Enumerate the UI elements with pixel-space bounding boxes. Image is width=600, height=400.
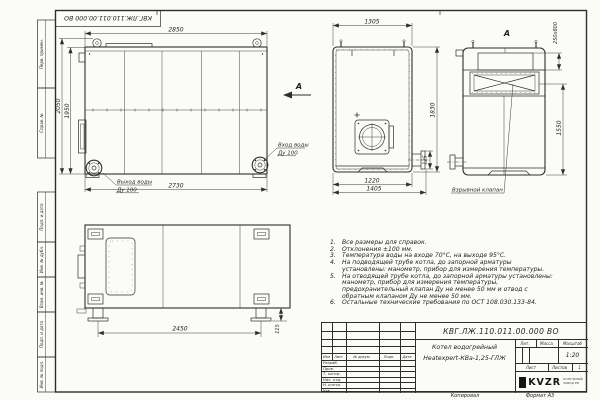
dim-125: 125 [422, 155, 429, 165]
dim-2730: 2730 [168, 182, 184, 190]
view-section-a [447, 22, 567, 194]
top-designation-stamp [56, 11, 161, 27]
margin-label-podp-data-1: Подп. и дата [39, 203, 44, 231]
product-name-line1: Котел водогрейный [432, 344, 497, 351]
dim-2450: 2450 [172, 325, 188, 333]
sheet-label: Лист [525, 364, 537, 370]
sign-row-nkontr: Н. контр. [323, 382, 342, 387]
mass-label: Масса [540, 340, 553, 346]
dim-1220: 1220 [364, 177, 380, 185]
col-data: Дата [402, 354, 412, 359]
note-line: 1. Все размеры для справок. [330, 239, 427, 246]
dim-250x800: 250x800 [553, 21, 559, 45]
product-name-line2: Heatexpert-КВа-1,25-ГЛЖ [423, 355, 506, 362]
col-podp: Подп. [383, 354, 395, 359]
sheets-value: 1 [578, 364, 581, 370]
margin-label-perv-primen: Перв. примен. [39, 38, 44, 70]
col-izm: Изм [322, 354, 331, 359]
front-dimensions [333, 19, 440, 196]
water-inlet-flange [252, 157, 268, 173]
inlet-dn-label: Ду 100 [278, 150, 298, 157]
logo-mark-icon [519, 377, 526, 388]
frame-margin-boxes [38, 20, 56, 392]
logo-text: KVZR [528, 376, 562, 388]
dim-2050: 2050 [55, 98, 62, 114]
side-dimensions [55, 27, 267, 193]
section-a-label: А [503, 29, 511, 38]
logo-subtitle-line1: КОТЕЛЬНЫЙ [563, 377, 583, 382]
plan-dimensions [98, 308, 287, 337]
explosion-valve-callout [451, 84, 513, 194]
sheets-label: Листов [552, 364, 567, 370]
section-pipe-stub [447, 155, 468, 169]
sign-row-utv: Утв. [323, 387, 331, 393]
note-line: 6. Остальные технические требования по ОСТ 108.030.133-84. [330, 299, 537, 307]
dim-1950: 1950 [64, 103, 71, 119]
doc-number: КВГ.ЛЖ.110.011.00.000 ВО [443, 326, 559, 336]
outlet-dn-label: Ду 100 [117, 187, 137, 194]
inlet-label: Вход воды [278, 142, 309, 149]
view-a-arrow [283, 82, 311, 99]
view-side [55, 27, 311, 194]
title-block [321, 322, 587, 392]
dim-2850: 2850 [168, 26, 184, 34]
stamp-number: КВГ.ЛЖ.110.011.00.000 ВО [64, 14, 152, 22]
sign-row-prov: Пров. [323, 365, 335, 371]
company-logo [515, 371, 588, 393]
technical-notes [330, 240, 558, 307]
note-line: 3. Температура воды на входе 70°С, на выходе 95°С. [330, 252, 507, 260]
outlet-label: Выход воды [117, 179, 153, 186]
section-dimensions [533, 22, 567, 175]
logo-subtitle-line2: ЗАВОД РФ [563, 381, 580, 385]
dim-1830: 1830 [429, 102, 437, 118]
format-label: Формат А3 [525, 392, 555, 399]
margin-label-inv-podl: Инв. № подл. [39, 360, 44, 389]
note-line: 4. На подводящей трубе котла, до запорной арматуры установлены: манометр, прибор для измерения температуры. [330, 259, 545, 273]
note-line: 2. Отклонения ±100 мм. [330, 245, 413, 253]
margin-label-inv-dubl: Инв. № дубл. [39, 245, 44, 274]
view-front [333, 19, 440, 196]
margin-label-vzam-inv: Взам. инв. № [39, 280, 44, 309]
outlet-callout [103, 173, 153, 194]
explosion-valve [470, 72, 539, 94]
margin-label-podp-data-2: Подп. и дата [39, 320, 44, 349]
view-a-arrow-label: А [295, 82, 303, 91]
plan-legs [77, 308, 271, 321]
dim-115: 115 [275, 324, 281, 334]
inlet-callout [263, 143, 309, 162]
col-list: Лист [334, 354, 343, 359]
explosion-valve-label: Взрывной клапан [452, 187, 503, 194]
scale-label: Масштаб [562, 340, 582, 346]
col-doc: № докум. [353, 354, 371, 359]
note-line: 5. На отводящей трубе котла, до запорной арматуры установлены: манометр, прибор для измерения температуры, предохранительный клапан Ду не менее 50 мм и отвод с обратным клапаном Ду не менее 50 мм. [330, 272, 553, 300]
burner-flange [355, 120, 394, 154]
dim-1405: 1405 [366, 185, 382, 193]
scale-value: 1:20 [565, 351, 580, 359]
dim-1550: 1550 [556, 120, 563, 136]
copied-label: Копировал [450, 392, 480, 399]
ignition-port [354, 112, 360, 118]
lit-label: Лит. [520, 340, 530, 346]
sign-row-nachotd: Нач. отд. [323, 376, 342, 382]
sign-row-tkontr: Т. контр. [323, 371, 341, 376]
lifting-lugs [88, 229, 269, 304]
sign-row-razrab: Разраб. [323, 360, 338, 365]
view-plan [77, 225, 290, 337]
dim-1305: 1305 [364, 18, 380, 26]
margin-label-sprav-no: Справ. № [39, 113, 44, 133]
